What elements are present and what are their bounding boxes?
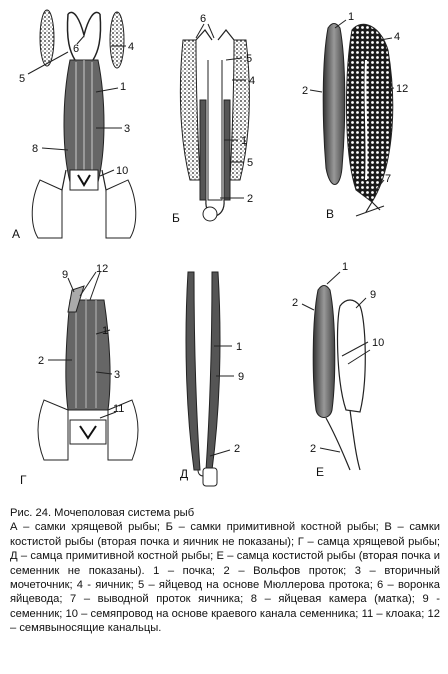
label-b-1: 1 xyxy=(241,135,248,147)
label-a-6: 6 xyxy=(73,43,80,55)
label-v-2: 2 xyxy=(302,85,309,97)
panel-letter-e: Е xyxy=(316,465,325,479)
label-v-7: 7 xyxy=(385,173,392,185)
label-g-3: 3 xyxy=(114,369,121,381)
panel-letter-b: Б xyxy=(172,211,180,225)
panel-letter-v: В xyxy=(326,207,335,221)
oviduct-funnel xyxy=(68,12,100,35)
panel-a xyxy=(12,10,136,241)
figure-caption xyxy=(10,506,440,636)
label-e-9: 9 xyxy=(370,289,377,301)
ovary-right xyxy=(110,12,124,68)
kidney-e xyxy=(313,286,335,418)
label-g-2: 2 xyxy=(38,355,45,367)
panel-v xyxy=(302,11,408,221)
cloaca-d xyxy=(203,468,217,486)
label-g-1: 1 xyxy=(102,325,109,337)
label-b-5-bottom: 5 xyxy=(247,157,254,169)
label-b-2: 2 xyxy=(247,193,254,205)
label-v-12: 12 xyxy=(396,83,409,95)
label-a-3: 3 xyxy=(124,123,131,135)
label-v-4: 4 xyxy=(394,31,401,43)
caption-text: А – самки хрящевой рыбы; Б – самки примитивной костной рыбы; В – самки костистой рыбы (вторая почка и яичник не показаны); Г – самца хрящевой рыбы; Д – самца примитивной костной рыбы; Е – самца костистой рыбы (вторая почка и семенник не показаны). 1 – почка; 2 – Вольфов проток; 3 – вторичный мочеточник; 4 - яичник; 5 – яйцевод на основе Мюллерова протока; 6 – воронка яйцевода; 7 – выводной проток яичника; 8 – яйцевая камера (матка); 9 - семенник; 10 – семяпровод на основе краевого канала семенника; 11 – клоака; 12 – семявыносящие канальцы. xyxy=(10,521,440,635)
label-a-4: 4 xyxy=(128,41,135,53)
label-b-6: 6 xyxy=(200,13,207,25)
caption-title: Рис. 24. Мочеполовая система рыб xyxy=(10,507,195,519)
cloaca-g xyxy=(70,420,106,444)
label-e-1: 1 xyxy=(342,261,349,273)
label-g-9: 9 xyxy=(62,269,69,281)
ovary-left xyxy=(40,10,54,66)
label-a-10: 10 xyxy=(116,165,129,177)
label-g-11: 11 xyxy=(113,403,125,415)
panel-d xyxy=(180,272,244,486)
kidney-d-left xyxy=(186,272,200,470)
panel-b xyxy=(172,13,255,225)
egg-chamber xyxy=(70,170,98,190)
label-d-2: 2 xyxy=(234,443,241,455)
label-g-12: 12 xyxy=(96,263,109,275)
label-v-1: 1 xyxy=(348,11,355,23)
panel-letter-g: Г xyxy=(20,473,27,487)
label-a-8: 8 xyxy=(32,143,39,155)
panel-g xyxy=(20,263,138,487)
label-a-1: 1 xyxy=(120,81,127,93)
label-d-1: 1 xyxy=(236,341,243,353)
label-b-5-top: 5 xyxy=(246,53,253,65)
label-b-4: 4 xyxy=(249,75,256,87)
kidney-g xyxy=(66,300,110,410)
panel-e xyxy=(292,261,384,479)
kidney-d-right xyxy=(206,272,220,470)
label-a-5: 5 xyxy=(19,73,26,85)
panel-letter-d: Д xyxy=(180,467,189,481)
label-d-9: 9 xyxy=(238,371,245,383)
ovary-b-left xyxy=(180,40,200,180)
panel-letter-a: А xyxy=(12,227,21,241)
label-e-10: 10 xyxy=(372,337,385,349)
kidney-b xyxy=(200,100,230,200)
label-e-2-bottom: 2 xyxy=(310,443,317,455)
label-e-2-top: 2 xyxy=(292,297,299,309)
kidney-v xyxy=(323,24,345,185)
